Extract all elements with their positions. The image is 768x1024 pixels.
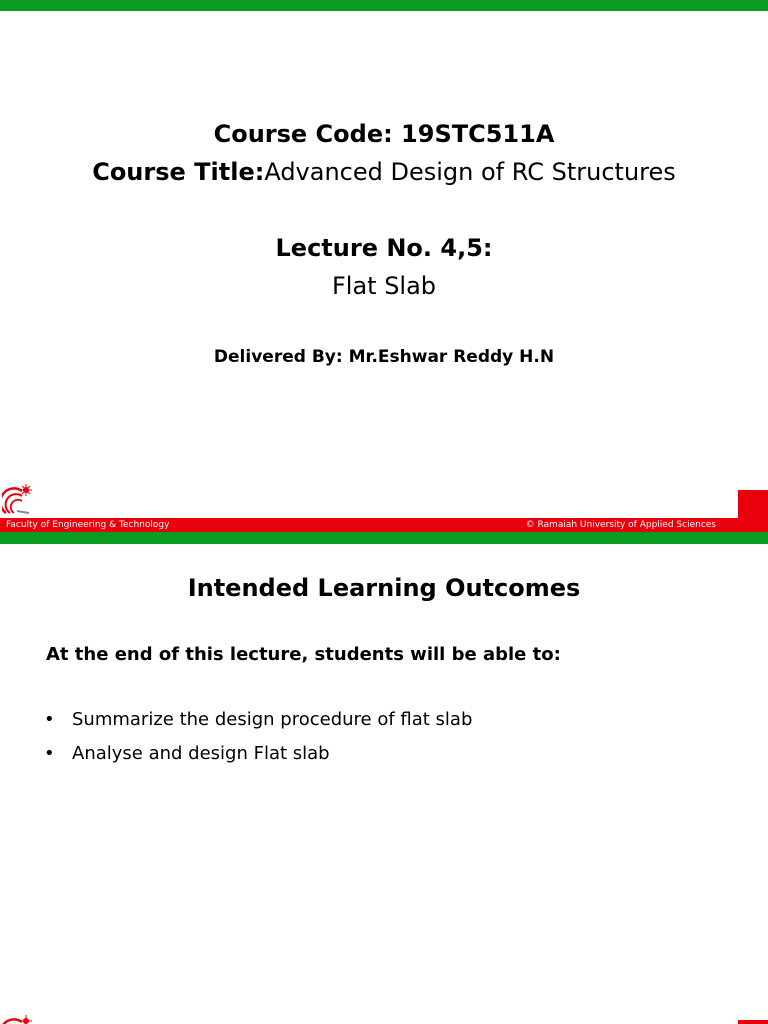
learning-outcomes-slide — [0, 532, 768, 1024]
top-green-bar — [0, 0, 768, 11]
ramaiah-logo-icon — [2, 1014, 32, 1024]
right-red-block — [738, 490, 768, 518]
outcome-text: Summarize the design procedure of flat slab — [72, 709, 473, 730]
footer-faculty: Faculty of Engineering & Technology — [6, 520, 170, 530]
bullet-icon: • — [44, 743, 55, 764]
ramaiah-logo-icon — [2, 483, 32, 517]
lecture-number: Lecture No. 4,5: — [275, 234, 493, 262]
course-title — [0, 158, 768, 186]
course-code: Course Code: 19STC511A — [213, 120, 555, 148]
lecture-topic: Flat Slab — [331, 272, 437, 300]
outcomes-list — [44, 708, 472, 776]
delivered-by: Delivered By: Mr.Eshwar Reddy H.N — [213, 347, 555, 367]
bullet-icon: • — [44, 709, 55, 730]
intro-text: At the end of this lecture, students will be able to: — [46, 644, 561, 665]
top-green-bar — [0, 532, 768, 544]
footer-bar — [0, 518, 768, 532]
course-title-label: Course Title: — [92, 158, 265, 186]
outcome-text: Analyse and design Flat slab — [72, 743, 330, 764]
list-item — [44, 708, 472, 742]
footer-copyright: © Ramaiah University of Applied Sciences — [525, 520, 716, 530]
slide-title: Intended Learning Outcomes — [187, 574, 581, 602]
right-red-block — [738, 1020, 768, 1024]
course-title-value: Advanced Design of RC Structures — [264, 158, 676, 186]
list-item — [44, 742, 472, 776]
